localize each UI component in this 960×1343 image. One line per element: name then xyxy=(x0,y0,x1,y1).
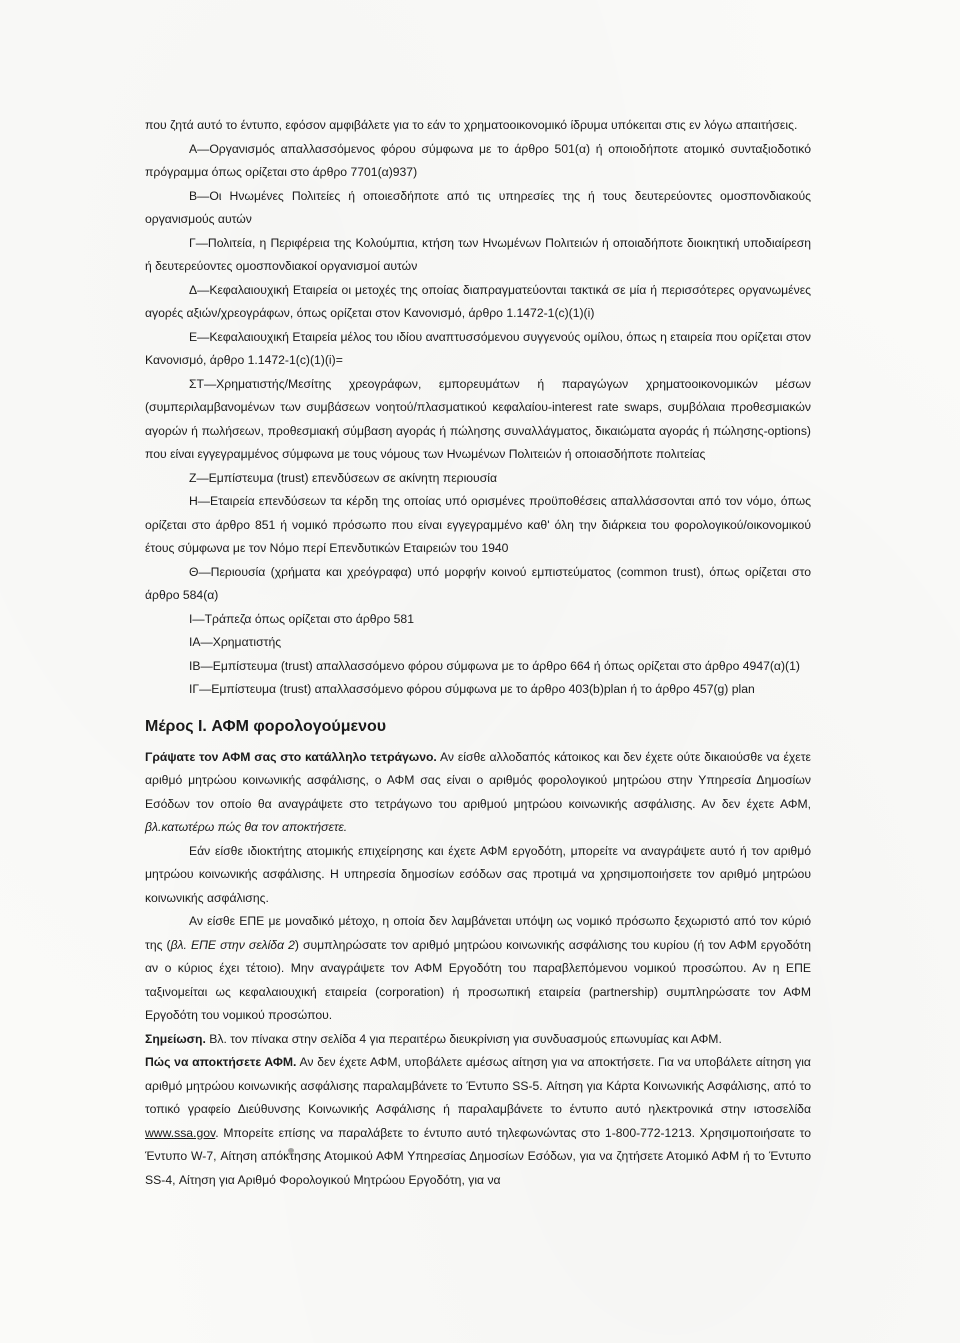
intro-paragraph: που ζητά αυτό το έντυπο, εφόσον αμφιβάλετε για το εάν το χρηματοοικονομικό ίδρυμα υπόκειται στις εν λόγω απαιτήσεις. xyxy=(145,118,798,132)
how-to-get-tin-label: Πώς να αποκτήσετε ΑΦΜ. xyxy=(145,1055,297,1069)
document-body xyxy=(145,114,811,1192)
note-text: Βλ. τον πίνακα στην σελίδα 4 για περαιτέρω διευκρίνιση για συνδυασμούς επωνυμίας και ΑΦΜ. xyxy=(205,1031,722,1046)
list-item-i: Ι—Τράπεζα όπως ορίζεται στο άρθρο 581 xyxy=(189,611,414,626)
note-label: Σημείωση. xyxy=(145,1031,206,1046)
part-1-heading: Μέρος I. ΑΦΜ φορολογούμενου xyxy=(145,717,387,735)
list-item-ib: ΙΒ—Εμπίστευμα (trust) απαλλασσόμενο φόρου σύμφωνα με το άρθρο 664 ή όπως ορίζεται στο άρθρο 4947(α)(1) xyxy=(189,658,800,673)
list-item-st: ΣΤ—Χρηματιστής/Μεσίτης χρεογράφων, εμπορευμάτων ή παραγώγων χρηματοοικονομικών μέσων (συμπεριλαμβανομένων των συμβάσεων νοητού/πλασματικού κεφαλαίου-interest rate swaps, συμβόλαια προθεσμιακών αγορών ή πωλήσεων, προθεσμιακή σύμβαση αγοράς ή πώλησης συναλλάγματος, δικαιώματα αγοράς ή πώλησης-options) που είναι εγγεγραμμένος σύμφωνα με τους νόμους των Ηνωμένων Πολιτειών ή οποιασδήποτε πολιτείας xyxy=(145,376,811,461)
list-item-e: Ε—Κεφαλαιουχική Εταιρεία μέλος του ιδίου αναπτυσσόμενου συγγενούς ομίλου, όπως η εταιρεία που ορίζεται στον Κανονισμό, άρθρο 1.1472-1(c)(1)(i)= xyxy=(145,329,811,367)
how-to-get-tin-paragraph xyxy=(145,1051,811,1192)
note-paragraph xyxy=(145,1028,811,1052)
how-text-a: Αν δεν έχετε ΑΦΜ, υποβάλετε αμέσως αίτηση για να αποκτήσετε. Για να υποβάλετε αίτηση για αριθμό μητρώου κοινωνικής ασφάλισης παραλαμβάνετε το Έντυπο SS-5. Αίτηση για Κάρτα Κοινωνικής Ασφάλισης, από το τοπικό γραφείο Διεύθυνσης Κοινωνικής Ασφάλισης ή παραλαμβάνετε το έντυπο αυτό ηλεκτρονικά στην ιστοσελίδα xyxy=(145,1055,811,1116)
list-item-z: Ζ—Εμπίστευμα (trust) επενδύσεων σε ακίνητη περιουσία xyxy=(189,470,498,485)
how-text-b: . Μπορείτε επίσης να παραλάβετε το έντυπο αυτό τηλεφωνώντας στο 1-800-772-1213. Χρησιμοποιήσατε το Έντυπο W-7, Αίτηση απόκτησης Ατομικού ΑΦΜ Υπηρεσίας Δημοσίων Εσόδων, για να ζητήσετε Ατομικό ΑΦΜ ή το Έντυπο SS-4, Αίτηση για Αριθμό Φορολογικού Μητρώου Εργοδότη, για να xyxy=(145,1125,811,1187)
ssa-website-link[interactable]: www.ssa.gov xyxy=(145,1125,216,1140)
list-item-h: Η—Εταιρεία επενδύσεων τα κέρδη της οποίας υπό ορισμένες προϋποθέσεις απαλλάσσονται από τον νόμο, όπως ορίζεται στο άρθρο 851 ή νομικό πρόσωπο που είναι εγγεγραμμένο καθ' όλη την διάρκεια του φορολογικού/οικονομικού έτους σύμφωνα με τον Νόμο περί Επενδυτικών Εταιρειών του 1940 xyxy=(145,494,811,555)
part-1-text: Αν είσθε αλλοδαπός κάτοικος και δεν έχετε ούτε δικαιούσθε να έχετε αριθμό μητρώου κοινωνικής ασφάλισης, ο ΑΦΜ σας είναι ο αριθμός φορολογικού μητρώου στην Υπηρεσία Δημοσίων Εσόδων τον οποίο θα αναγράψετε στο τετράγωνο του αριθμού μητρώου κοινωνικής ασφάλισης. Αν δεν έχετε ΑΦΜ, xyxy=(145,749,811,811)
list-item-b: Β—Οι Ηνωμένες Πολιτείες ή οποιεσδήποτε από τις υπηρεσίες της ή τους δευτερεύοντες ομοσπονδιακούς οργανισμούς αυτών xyxy=(145,188,811,226)
part-1-bold-lead: Γράψατε τον ΑΦΜ σας στο κατάλληλο τετράγωνο. xyxy=(145,749,437,764)
part-1-paragraph-1 xyxy=(145,746,811,840)
part-1-paragraph-2: Εάν είσθε ιδιοκτήτης ατομικής επιχείρησης και έχετε ΑΦΜ εργοδότη, μπορείτε να αναγράψετε αυτό ή τον αριθμό μητρώου κοινωνικής ασφάλισης. Η υπηρεσία δημοσίων εσόδων σας προτιμά να χρησιμοποιήσετε τον αριθμό μητρώου κοινωνικής ασφάλισης. xyxy=(145,843,811,905)
list-item-ia: ΙΑ—Χρηματιστής xyxy=(189,635,282,649)
part-1-italic-ref: βλ.κατωτέρω πώς θα τον αποκτήσετε. xyxy=(145,820,348,834)
llc-text-b: ) συμπληρώσατε τον αριθμό μητρώου κοινωνικής ασφάλισης του κυρίου (ή τον ΑΦΜ εργοδότη αν ο κύριος έχει τέτοιο). Μην αναγράψετε τον ΑΦΜ Εργοδότη του παραβλεπόμενου νομικού προσώπου. Αν η ΕΠΕ ταξινομείται ως κεφαλαιουχική εταιρεία (corporation) ή προσωπική εταιρεία (partnership) συμπληρώσατε τον ΑΦΜ Εργοδότη του νομικού προσώπου. xyxy=(145,937,811,1022)
llc-text-a: Αν είσθε ΕΠΕ με μοναδικό μέτοχο, η οποία δεν λαμβάνεται υπόψη ως νομικό πρόσωπο ξεχωριστό από τον κύριό της ( xyxy=(145,914,811,952)
list-item-g: Γ—Πολιτεία, η Περιφέρεια της Κολούμπια, κτήση των Ηνωμένων Πολιτειών ή οποιαδήποτε διοικητική υποδιαίρεση ή δευτερεύοντες ομοσπονδιακοί οργανισμοί αυτών xyxy=(145,235,811,273)
llc-italic-ref: βλ. ΕΠΕ στην σελίδα 2 xyxy=(170,937,295,952)
list-item-a: Α—Οργανισμός απαλλασσόμενος φόρου σύμφωνα με το άρθρο 501(α) ή οποιοδήποτε ατομικό συνταξιοδοτικό πρόγραμμα όπως ορίζεται στο άρθρο 7701(α)937) xyxy=(145,141,811,179)
part-1-paragraph-3 xyxy=(145,910,811,1028)
list-item-ig: ΙΓ—Εμπίστευμα (trust) απαλλασσόμενο φόρου σύμφωνα με το άρθρο 403(b)plan ή το άρθρο 457(g) plan xyxy=(189,682,755,696)
list-item-th: Θ—Περιουσία (χρήματα και χρεόγραφα) υπό μορφήν κοινού εμπιστεύματος (common trust), όπως ορίζεται στο άρθρο 584(α) xyxy=(145,564,811,602)
list-item-d: Δ—Κεφαλαιουχική Εταιρεία οι μετοχές της οποίας διαπραγματεύονται τακτικά σε μία ή περισσότερες οργανωμένες αγορές αξιών/χρεογράφων, όπως ορίζεται στον Κανονισμό, άρθρο 1.1472-1(c)(1)(i) xyxy=(145,282,811,320)
